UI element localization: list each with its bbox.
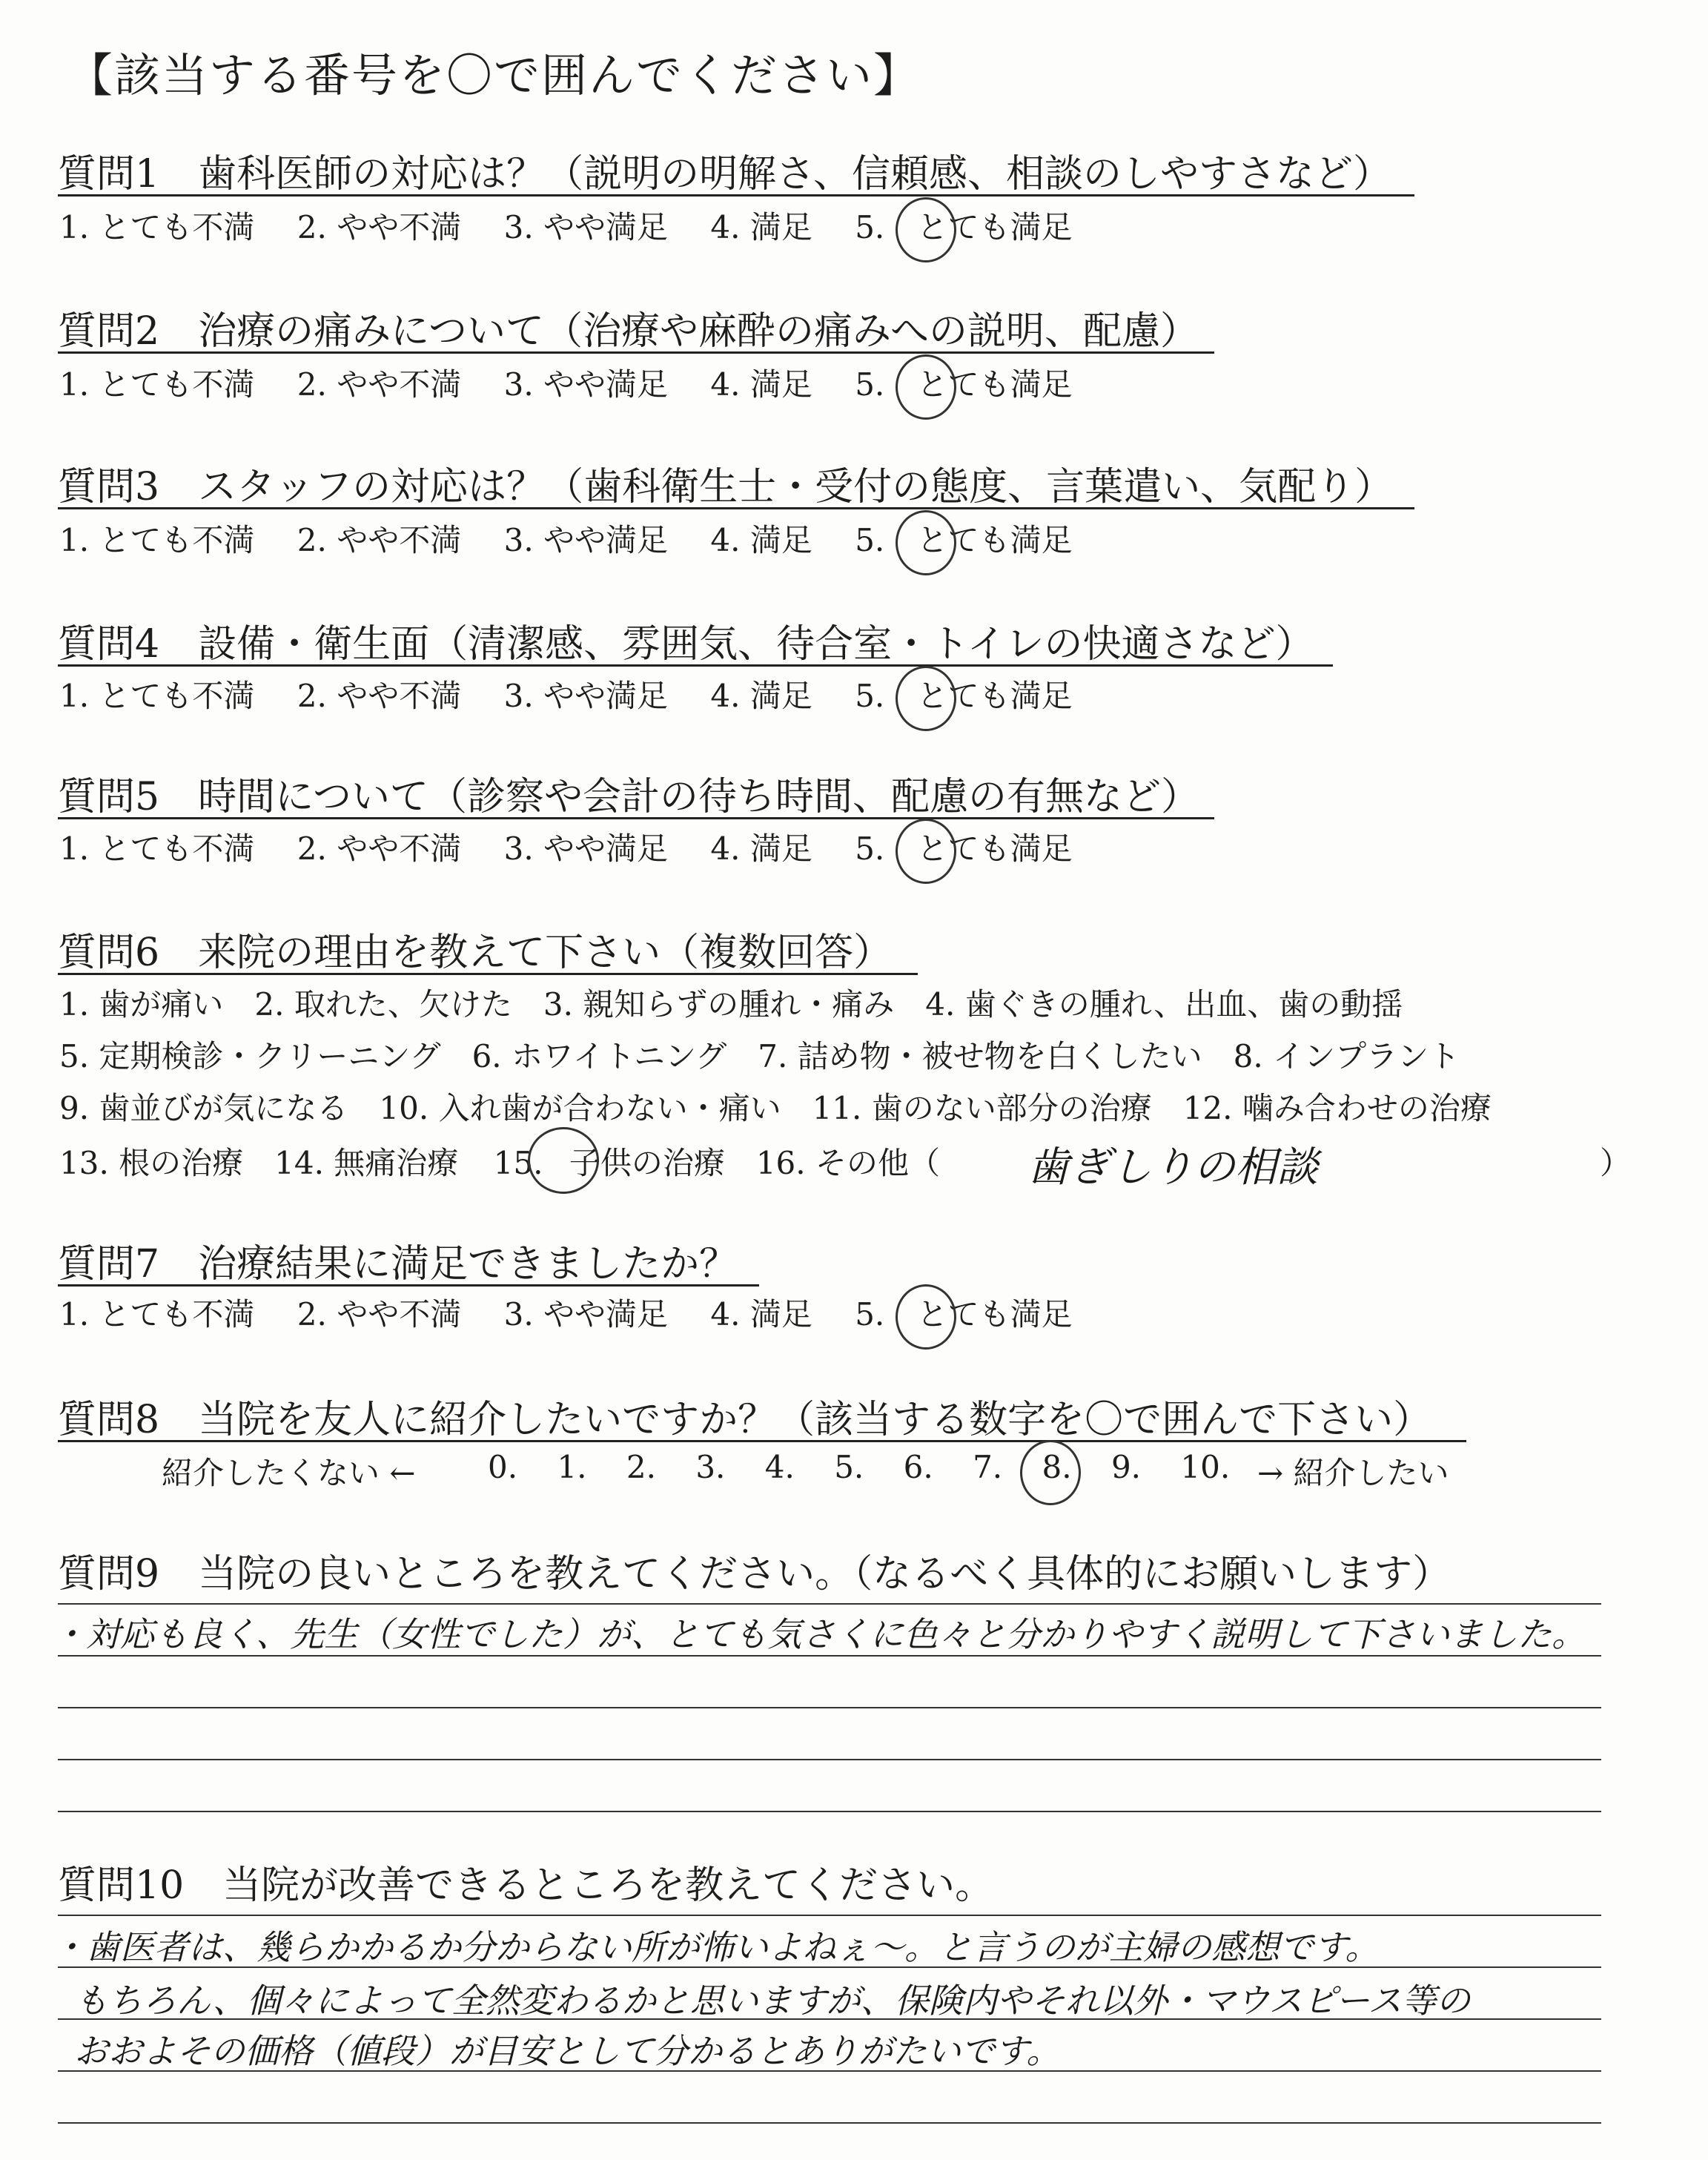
q8-number-7[interactable]: 7. <box>973 1449 1003 1485</box>
option-4[interactable]: 4. 満足 <box>710 830 812 867</box>
q10-line-2 <box>58 1966 1601 1968</box>
option-5[interactable]: 5. <box>855 522 885 558</box>
option-5[interactable]: 5. <box>855 366 885 403</box>
q8-scale <box>488 1449 1260 1485</box>
q10-line-1 <box>58 1915 1601 1916</box>
q8-left-label: 紹介したくない ← <box>162 1455 416 1491</box>
question-4-underline <box>58 664 1333 667</box>
option-3[interactable]: 3. やや満足 <box>503 1296 669 1332</box>
q10-answer-line-2: もちろん、個々によって全然変わるかと思いますが、保険内やそれ以外・マウスピース等の <box>74 1981 1471 2021</box>
selected-circle-q5 <box>896 819 956 884</box>
q6-options-13-14[interactable]: 13. 根の治療 14. 無痛治療 <box>59 1145 459 1181</box>
option-5-label: とても満足 <box>916 522 1073 558</box>
q10-answer-line-1: ・歯医者は、幾らかかるか分からない所が怖いよねぇ〜。と言うのが主婦の感想です。 <box>52 1927 1380 1967</box>
option-4[interactable]: 4. 満足 <box>710 209 812 245</box>
option-1[interactable]: 1. とても不満 <box>59 830 255 867</box>
question-5-underline <box>58 817 1214 819</box>
question-1: 質問1 歯科医師の対応は？（説明の明解さ、信頼感、相談のしやすさなど） <box>58 152 1392 196</box>
selected-circle-q3 <box>896 510 956 575</box>
option-5[interactable]: 5. <box>855 830 885 867</box>
q10-line-4 <box>58 2070 1601 2072</box>
question-8-underline <box>58 1440 1466 1442</box>
option-5-label: とても満足 <box>916 366 1073 403</box>
q9-line-3 <box>58 1707 1601 1708</box>
question-1-underline <box>58 194 1414 196</box>
q9-answer: ・対応も良く、先生（女性でした）が、とても気さくに色々と分かりやすく説明して下さいました。 <box>52 1614 1586 1654</box>
question-3: 質問3 スタッフの対応は？（歯科衛生士・受付の態度、言葉遣い、気配り） <box>58 465 1394 509</box>
option-1[interactable]: 1. とても不満 <box>59 209 255 245</box>
selected-circle-q7 <box>896 1284 956 1350</box>
option-4[interactable]: 4. 満足 <box>710 1296 812 1332</box>
q6-close-paren: ） <box>1600 1145 1632 1181</box>
option-2[interactable]: 2. やや不満 <box>297 522 462 558</box>
option-3[interactable]: 3. やや満足 <box>503 830 669 867</box>
q6-other-answer: 歯ぎしりの相談 <box>1027 1143 1318 1192</box>
selected-circle-q1 <box>896 197 956 262</box>
option-5[interactable]: 5. <box>855 1296 885 1332</box>
option-3[interactable]: 3. やや満足 <box>503 678 669 714</box>
question-6: 質問6 来院の理由を教えて下さい（複数回答） <box>58 931 893 975</box>
question-6-row-2[interactable]: 5. 定期検診・クリーニング 6. ホワイトニング 7. 詰め物・被せ物を白くしたい 8. インプラント <box>59 1038 1460 1074</box>
question-5: 質問5 時間について（診察や会計の待ち時間、配慮の有無など） <box>58 775 1200 819</box>
option-1[interactable]: 1. とても不満 <box>59 522 255 558</box>
q8-number-4[interactable]: 4. <box>764 1449 795 1485</box>
q6-option-15[interactable]: 15. <box>493 1145 543 1181</box>
q8-number-2[interactable]: 2. <box>626 1449 656 1485</box>
question-6-row-1[interactable]: 1. 歯が痛い 2. 取れた、欠けた 3. 親知らずの腫れ・痛み 4. 歯ぐきの腫れ、出血、歯の動揺 <box>59 986 1403 1023</box>
selected-circle-q8 <box>1020 1440 1081 1505</box>
q6-options-15-16[interactable]: 子供の治療 16. その他（ <box>569 1145 940 1181</box>
q8-number-8[interactable]: 8. <box>1042 1449 1072 1485</box>
q8-number-1[interactable]: 1. <box>557 1449 587 1485</box>
option-2[interactable]: 2. やや不満 <box>297 830 462 867</box>
option-4[interactable]: 4. 満足 <box>710 678 812 714</box>
question-2: 質問2 治療の痛みについて（治療や麻酔の痛みへの説明、配慮） <box>58 309 1199 354</box>
q9-line-4 <box>58 1759 1601 1760</box>
option-5-label: とても満足 <box>916 678 1073 714</box>
option-2[interactable]: 2. やや不満 <box>297 366 462 403</box>
question-4: 質問4 設備・衛生面（清潔感、雰囲気、待合室・トイレの快適さなど） <box>58 622 1314 667</box>
q8-number-6[interactable]: 6. <box>903 1449 933 1485</box>
q9-line-2 <box>58 1655 1601 1657</box>
option-3[interactable]: 3. やや満足 <box>503 522 669 558</box>
question-6-row-3[interactable]: 9. 歯並びが気になる 10. 入れ歯が合わない・痛い 11. 歯のない部分の治療 12. 噛み合わせの治療 <box>59 1090 1492 1126</box>
question-9: 質問9 当院の良いところを教えてください。（なるべく具体的にお願いします） <box>58 1552 1452 1596</box>
option-5-label: とても満足 <box>916 830 1073 867</box>
question-6-underline <box>58 973 918 975</box>
question-7-underline <box>58 1284 759 1287</box>
option-5[interactable]: 5. <box>855 209 885 245</box>
q10-line-5 <box>58 2122 1601 2124</box>
option-3[interactable]: 3. やや満足 <box>503 366 669 403</box>
option-2[interactable]: 2. やや不満 <box>297 209 462 245</box>
q8-number-0[interactable]: 0. <box>488 1449 518 1485</box>
selected-circle-q2 <box>896 354 956 420</box>
option-3[interactable]: 3. やや満足 <box>503 209 669 245</box>
q8-number-5[interactable]: 5. <box>834 1449 864 1485</box>
q9-line-5 <box>58 1811 1601 1812</box>
q10-answer-line-3: おおよその価格（値段）が目安として分かるとありがたいです。 <box>74 2031 1061 2071</box>
option-4[interactable]: 4. 満足 <box>710 522 812 558</box>
question-7: 質問7 治療結果に満足できましたか？ <box>58 1242 738 1287</box>
question-3-underline <box>58 507 1414 509</box>
question-8: 質問8 当院を友人に紹介したいですか？（該当する数字を〇で囲んで下さい） <box>58 1398 1432 1442</box>
option-5-label: とても満足 <box>916 1296 1073 1332</box>
q8-number-10[interactable]: 10. <box>1180 1449 1231 1485</box>
q9-line-1 <box>58 1603 1601 1605</box>
option-2[interactable]: 2. やや不満 <box>297 1296 462 1332</box>
question-2-underline <box>58 351 1214 354</box>
question-6-row-4 <box>59 1139 940 1183</box>
option-2[interactable]: 2. やや不満 <box>297 678 462 714</box>
q10-line-3 <box>58 2018 1601 2020</box>
option-1[interactable]: 1. とても不満 <box>59 366 255 403</box>
option-1[interactable]: 1. とても不満 <box>59 678 255 714</box>
selected-circle-q6 <box>528 1127 599 1194</box>
option-1[interactable]: 1. とても不満 <box>59 1296 255 1332</box>
q8-number-9[interactable]: 9. <box>1110 1449 1142 1485</box>
option-5[interactable]: 5. <box>855 678 885 714</box>
q8-right-label: → 紹介したい <box>1257 1455 1449 1491</box>
page-title: 【該当する番号を〇で囲んでください】 <box>67 48 921 102</box>
q8-number-3[interactable]: 3. <box>695 1449 726 1485</box>
selected-circle-q4 <box>896 666 956 731</box>
question-10: 質問10 当院が改善できるところを教えてください。 <box>58 1863 994 1908</box>
option-5-label: とても満足 <box>916 209 1073 245</box>
option-4[interactable]: 4. 満足 <box>710 366 812 403</box>
